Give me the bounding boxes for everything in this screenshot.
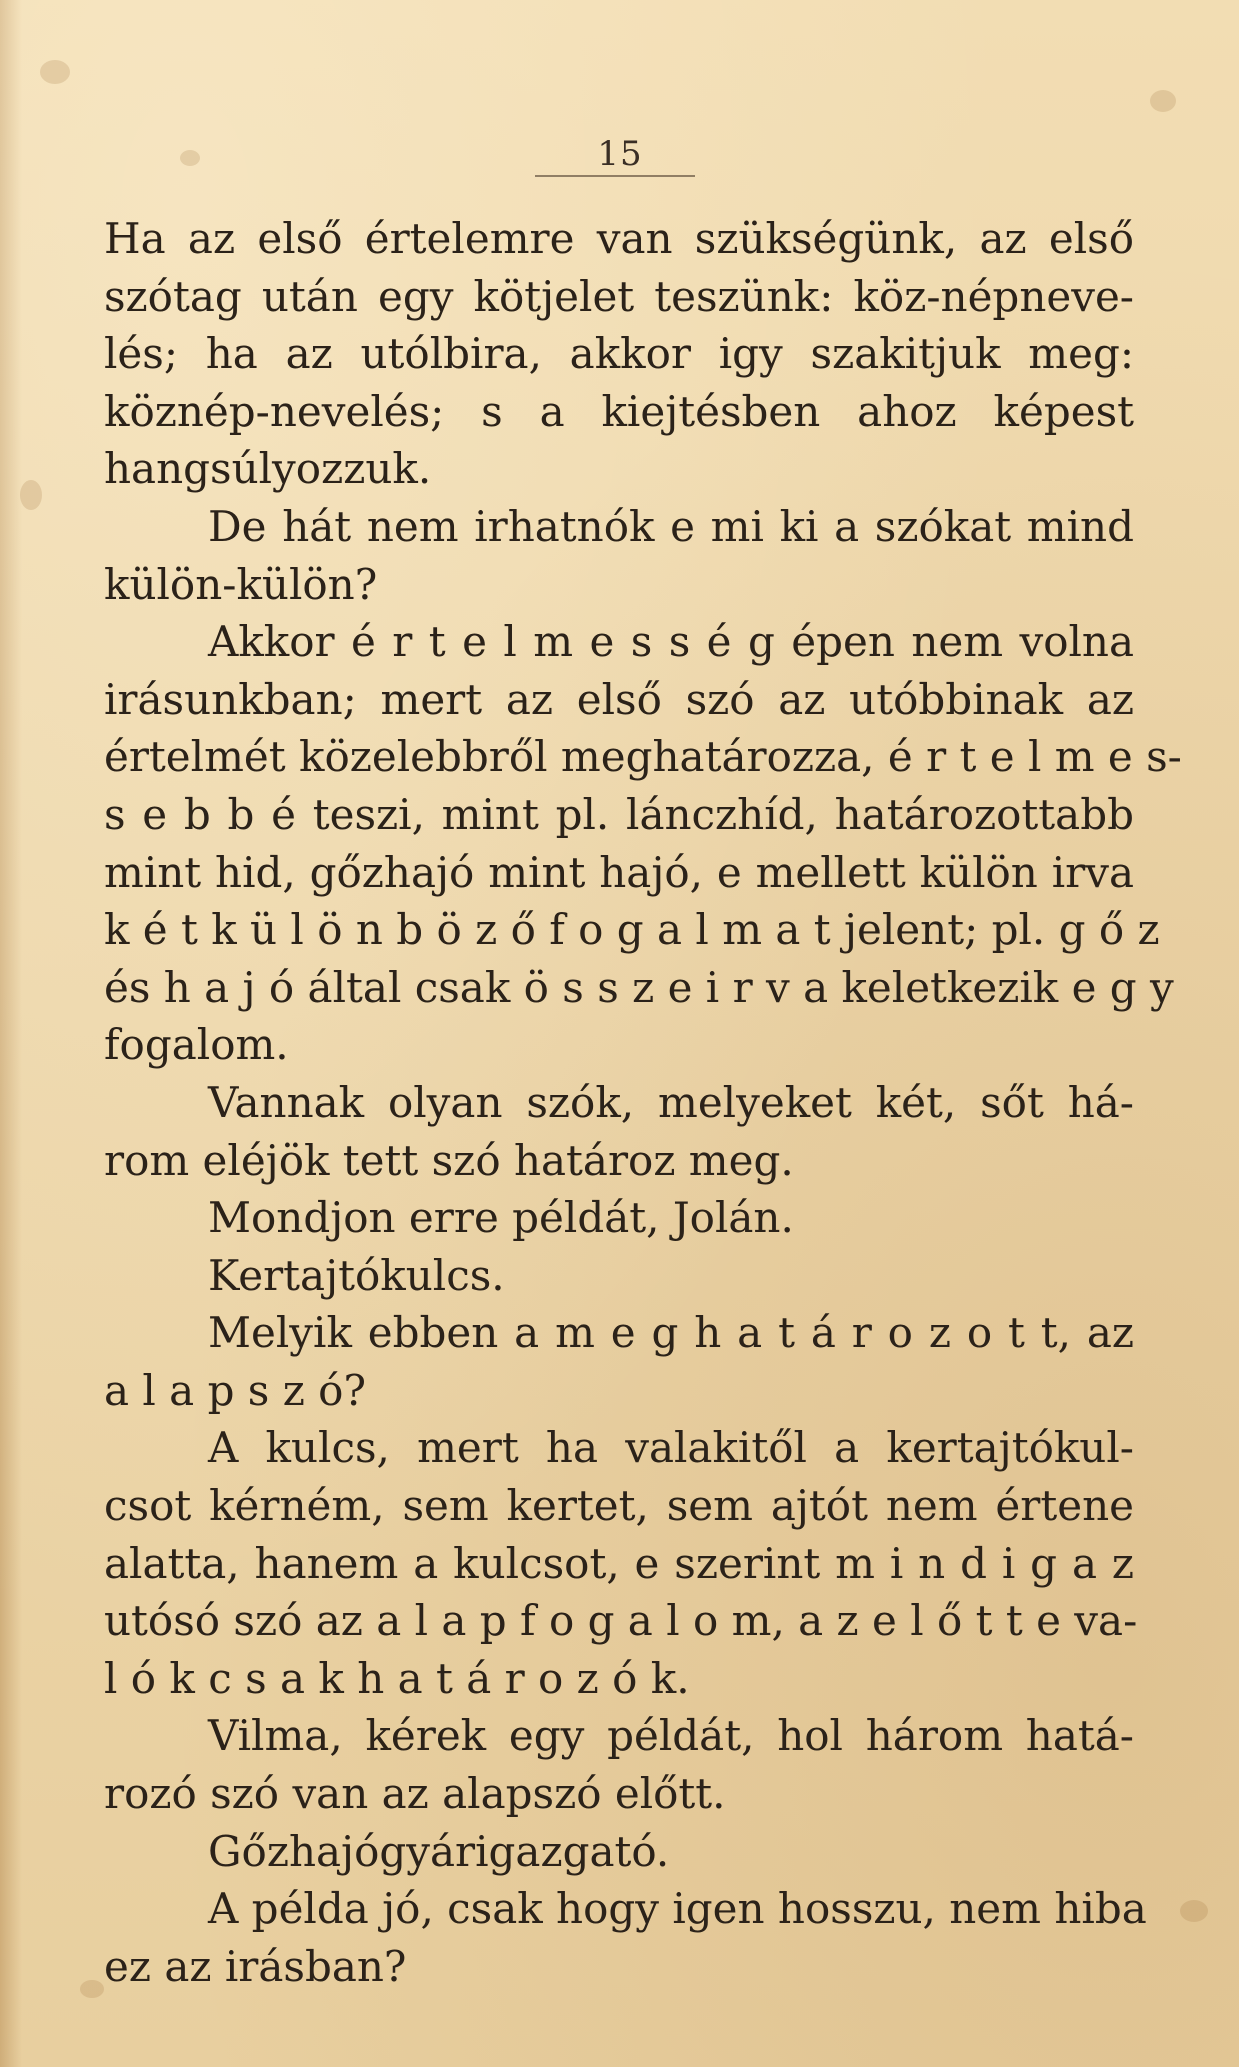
text-line: irásunkban; mert az első szó az utóbbinak az — [104, 674, 1134, 724]
text-line: lés; ha az utólbira, akkor igy szakitjuk meg: — [104, 329, 1134, 379]
text-line: értelmét közelebbről meghatározza, é r t e l m e s- — [104, 732, 1182, 782]
body-text — [104, 210, 1182, 1995]
text-line: a l a p s z ó? — [104, 1365, 366, 1415]
text-line: Gőzhajógyárigazgató. — [208, 1826, 670, 1876]
paper-stain — [1180, 1900, 1208, 1922]
text-line: külön-külön? — [104, 559, 378, 609]
header-rule — [535, 175, 695, 177]
text-line: Ha az első értelemre van szükségünk, az első — [104, 214, 1134, 263]
text-line: Akkor é r t e l m e s s é g épen nem volna — [208, 617, 1134, 667]
text-line: szótag után egy kötjelet teszünk: köz-népneve- — [104, 271, 1134, 321]
text-line: Vannak olyan szók, melyeket két, sőt há- — [208, 1077, 1134, 1127]
paper-stain — [40, 60, 70, 84]
text-line: De hát nem irhatnók e mi ki a szókat mind — [208, 501, 1134, 551]
text-line: Kertajtókulcs. — [208, 1250, 505, 1300]
text-line: mint hid, gőzhajó mint hajó, e mellett külön irva — [104, 847, 1134, 897]
text-line: A kulcs, mert ha valakitől a kertajtókul- — [208, 1423, 1134, 1473]
text-line: csot kérném, sem kertet, sem ajtót nem értene — [104, 1481, 1134, 1531]
paper-stain — [180, 150, 200, 166]
paper-stain — [1150, 90, 1176, 112]
text-line: Melyik ebben a m e g h a t á r o z o t t, az — [208, 1308, 1134, 1358]
text-line: Mondjon erre példát, Jolán. — [208, 1193, 794, 1243]
text-line: Vilma, kérek egy példát, hol három hatá- — [208, 1711, 1134, 1761]
page-number: 15 — [597, 134, 643, 174]
text-line: k é t k ü l ö n b ö z ő f o g a l m a t jelent; pl. g ő z — [104, 905, 1160, 955]
paper-stain — [80, 1980, 104, 1998]
text-line: alatta, hanem a kulcsot, e szerint m i n d i g a z — [104, 1538, 1134, 1588]
text-line: rozó szó van az alapszó előtt. — [104, 1769, 726, 1819]
paper-stain — [20, 480, 42, 510]
text-line: hangsúlyozzuk. — [104, 444, 432, 494]
text-line: ez az irásban? — [104, 1941, 407, 1991]
text-line: l ó k c s a k h a t á r o z ó k. — [104, 1653, 690, 1703]
text-line: s e b b é teszi, mint pl. lánczhíd, határozottabb — [104, 789, 1134, 839]
text-line: fogalom. — [104, 1020, 289, 1070]
text-line: A példa jó, csak hogy igen hosszu, nem hiba — [208, 1884, 1147, 1934]
text-line: és h a j ó által csak ö s s z e i r v a keletkezik e g y — [104, 962, 1174, 1012]
text-line: rom eléjök tett szó határoz meg. — [104, 1135, 794, 1185]
text-line: utósó szó az a l a p f o g a l o m, a z e l ő t t e va- — [104, 1596, 1138, 1646]
text-line: köznép-nevelés; s a kiejtésben ahoz képest — [104, 386, 1134, 436]
